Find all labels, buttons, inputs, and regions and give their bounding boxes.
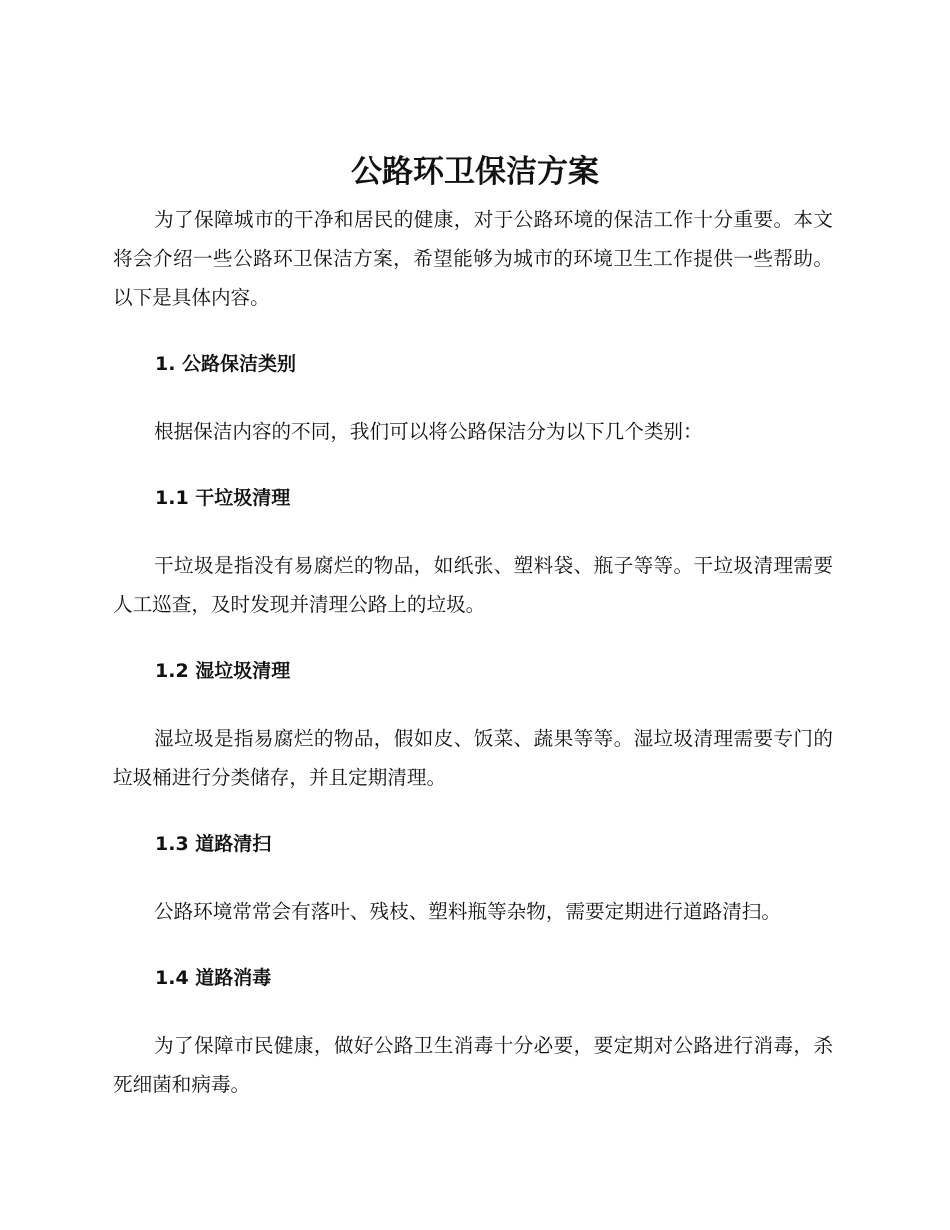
section-1-paragraph: 根据保洁内容的不同，我们可以将公路保洁分为以下几个类别： (154, 420, 703, 443)
intro-paragraph: 为了保障城市的干净和居民的健康，对于公路环境的保洁工作十分重要。本文将会介绍一些公路环卫保洁方案，希望能够为城市的环境卫生工作提供一些帮助。以下是具体内容。 (113, 208, 833, 309)
section-1-heading: 1. 公路保洁类别 (155, 353, 297, 375)
section-1-3-heading: 1.3 道路清扫 (155, 833, 272, 855)
section-1-1-heading: 1.1 干垃圾清理 (155, 487, 291, 509)
section-1-4-heading: 1.4 道路消毒 (155, 967, 272, 989)
section-1-1-paragraph: 干垃圾是指没有易腐烂的物品，如纸张、塑料袋、瓶子等等。干垃圾清理需要人工巡查，及时发现并清理公路上的垃圾。 (113, 554, 833, 616)
section-1-2-heading: 1.2 湿垃圾清理 (155, 660, 291, 682)
section-1-4-paragraph: 为了保障市民健康，做好公路卫生消毒十分必要，要定期对公路进行消毒，杀死细菌和病毒。 (113, 1034, 833, 1096)
section-1-3-paragraph: 公路环境常常会有落叶、残枝、塑料瓶等杂物，需要定期进行道路清扫。 (154, 900, 781, 923)
document-body (113, 200, 833, 1132)
document-title: 公路环卫保洁方案 (351, 154, 599, 190)
section-1-2-paragraph: 湿垃圾是指易腐烂的物品，假如皮、饭菜、蔬果等等。湿垃圾清理需要专门的垃圾桶进行分类储存，并且定期清理。 (113, 727, 833, 789)
